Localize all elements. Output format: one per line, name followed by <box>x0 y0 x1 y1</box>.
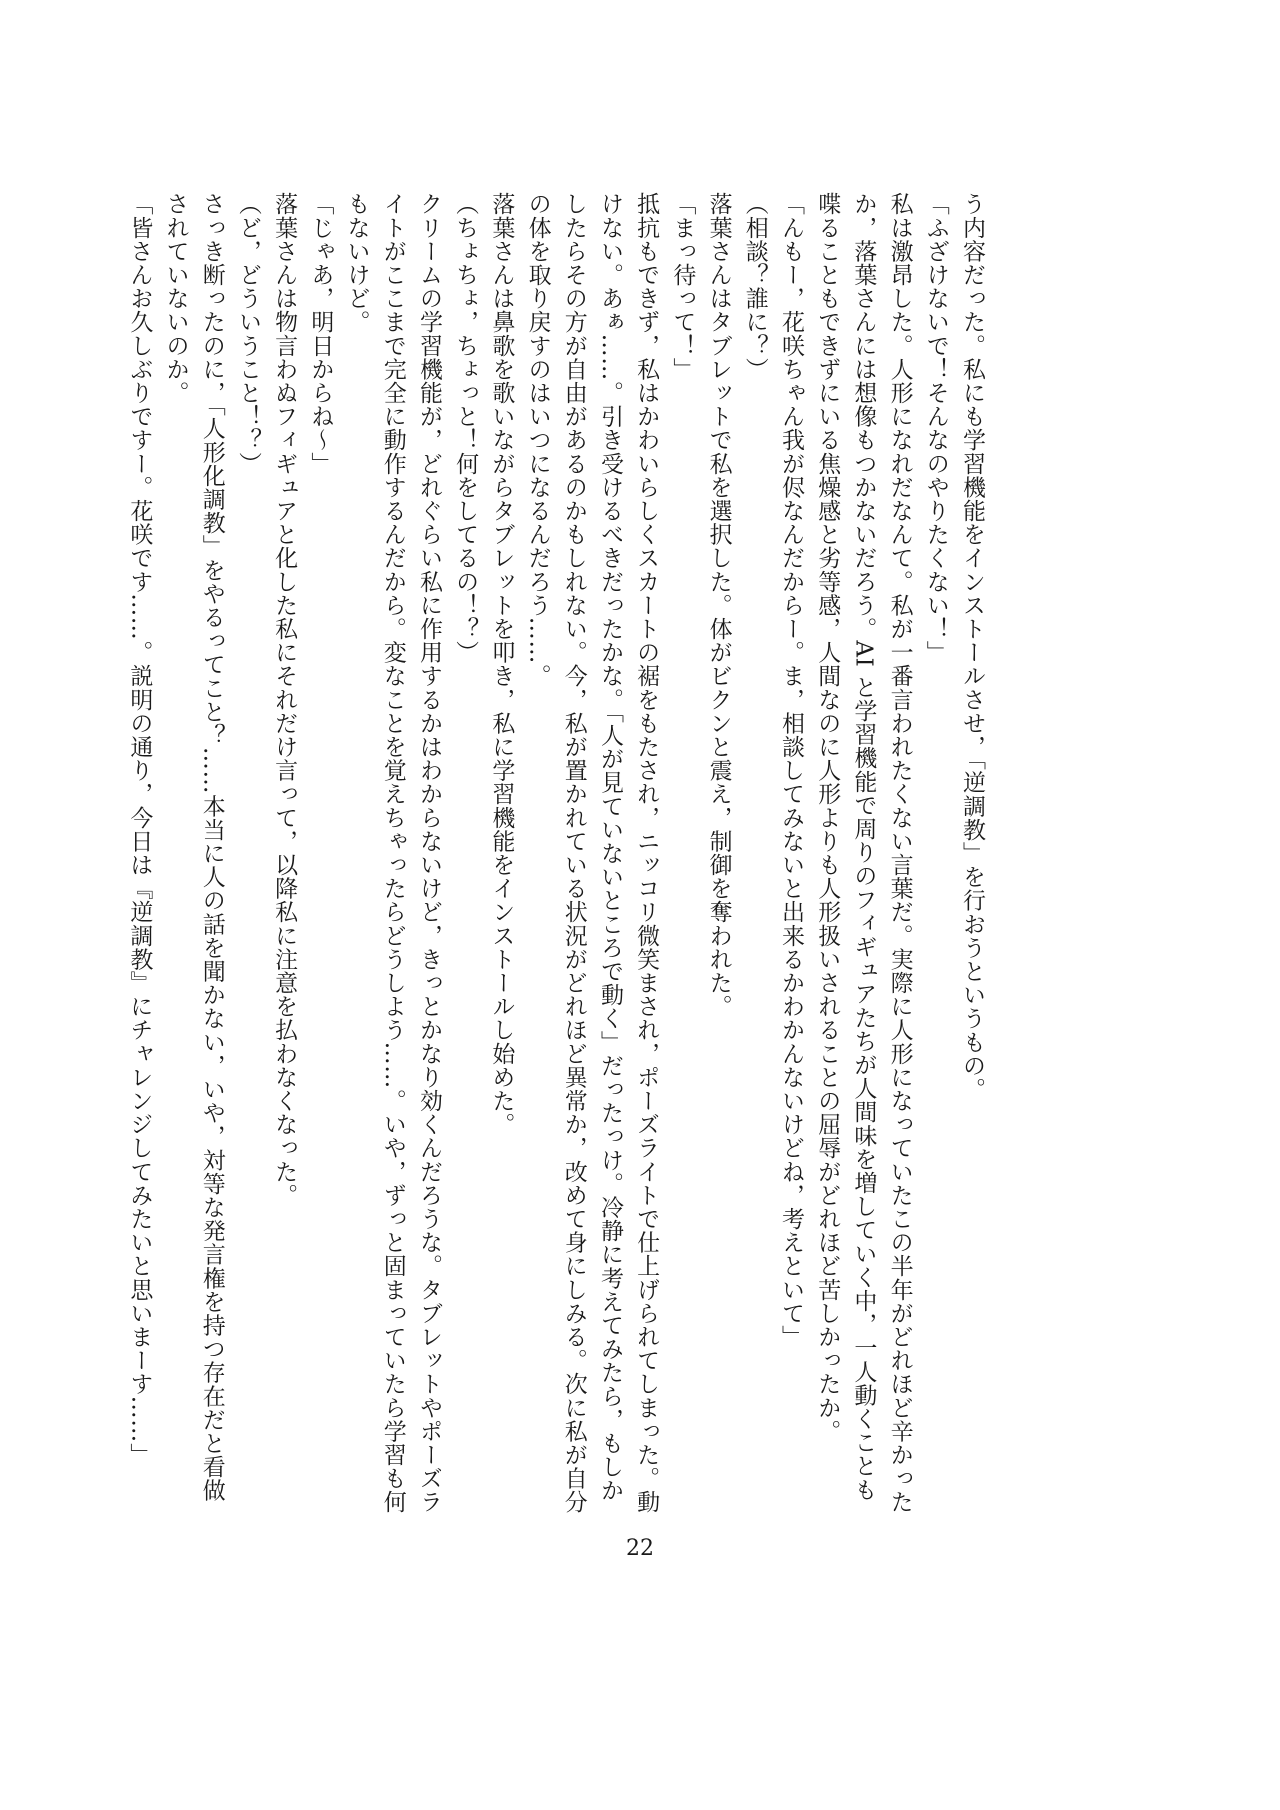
text-line-10: （ちょちょ，ちょっと！何をしてるの！？） <box>452 192 479 664</box>
text-line-6: 落葉さんはタブレットで私を選択した。体がビクンと震え，制御を奪われた。 <box>705 192 732 1018</box>
text-line-1: う内容だった。私にも学習機能をインストールさせ，「逆調教」を行おうというもの。 <box>959 192 985 1101</box>
text-line-4: 「んもー，花咲ちゃん我が侭なんだからー。ま，相談してみないと出来るかわかんないけどね，考えといて」 <box>777 192 804 1349</box>
body-text <box>121 192 990 1522</box>
text-line-3: 私は激昂した。人形になれだなんて。私が一番言われたくない言葉だ。実際に人形になっていたこの半年がどれほど辛かったか，落葉さんには想像もつかないだろう。AI と学習機能で周りのフィギュアたちが人間味を増していく中，一人動くことも喋ることもできずにいる焦燥感と劣等感，人間なのに人形よりも人形扱いされることの屈辱がどれほど苦しかったか。 <box>814 192 913 1514</box>
text-line-9: 落葉さんは鼻歌を歌いながらタブレットを叩き，私に学習機能をインストールし始めた。 <box>488 192 515 1136</box>
text-line-14: （ど，どういうこと！？） <box>234 192 261 476</box>
text-line-16: 「皆さんお久しぶりですー。花咲です……。説明の通り，今日は『逆調教』にチャレンジしてみたいと思いまーす……」 <box>126 192 153 1467</box>
text-line-15: さっき断ったのに，「人形化調教」をやるってこと？……本当に人の話を聞かない，いや，対等な発言権を持つ存在だと看做されていないのか。 <box>162 192 225 1503</box>
page-number: 22 <box>626 1536 654 1561</box>
text-line-7: 「まっ待って！」 <box>669 192 696 381</box>
text-line-12: 「じゃあ，明日からね～」 <box>307 192 334 476</box>
text-line-2: 「ふざけないで！そんなのやりたくない！」 <box>922 192 949 664</box>
text-line-11: クリームの学習機能が，どれぐらい私に作用するかはわからないけど，きっとかなり効くんだろうな。タブレットやポーズライトがここまで完全に動作するんだから。変なことを覚えちゃったらどうしよう……。いや，ずっと固まっていたら学習も何もないけど。 <box>343 192 442 1514</box>
text-line-8: 抵抗もできず，私はかわいらしくスカートの裾をもたされ，ニッコリ微笑まされ，ポーズライトで仕上げられてしまった。動けない。あぁ……。引き受けるべきだったかな。「人が見ていないところで動く」だったっけ。冷静に考えてみたら，もしかしたらその方が自由があるのかもしれない。今，私が置かれている状況がどれほど異常か，改めて身にしみる。次に私が自分の体を取り戻すのはいつになるんだろう……。 <box>524 192 660 1514</box>
text-line-13: 落葉さんは物言わぬフィギュアと化した私にそれだけ言って，以降私に注意を払わなくなった。 <box>271 192 298 1207</box>
text-line-5: （相談？誰に？） <box>741 192 768 381</box>
